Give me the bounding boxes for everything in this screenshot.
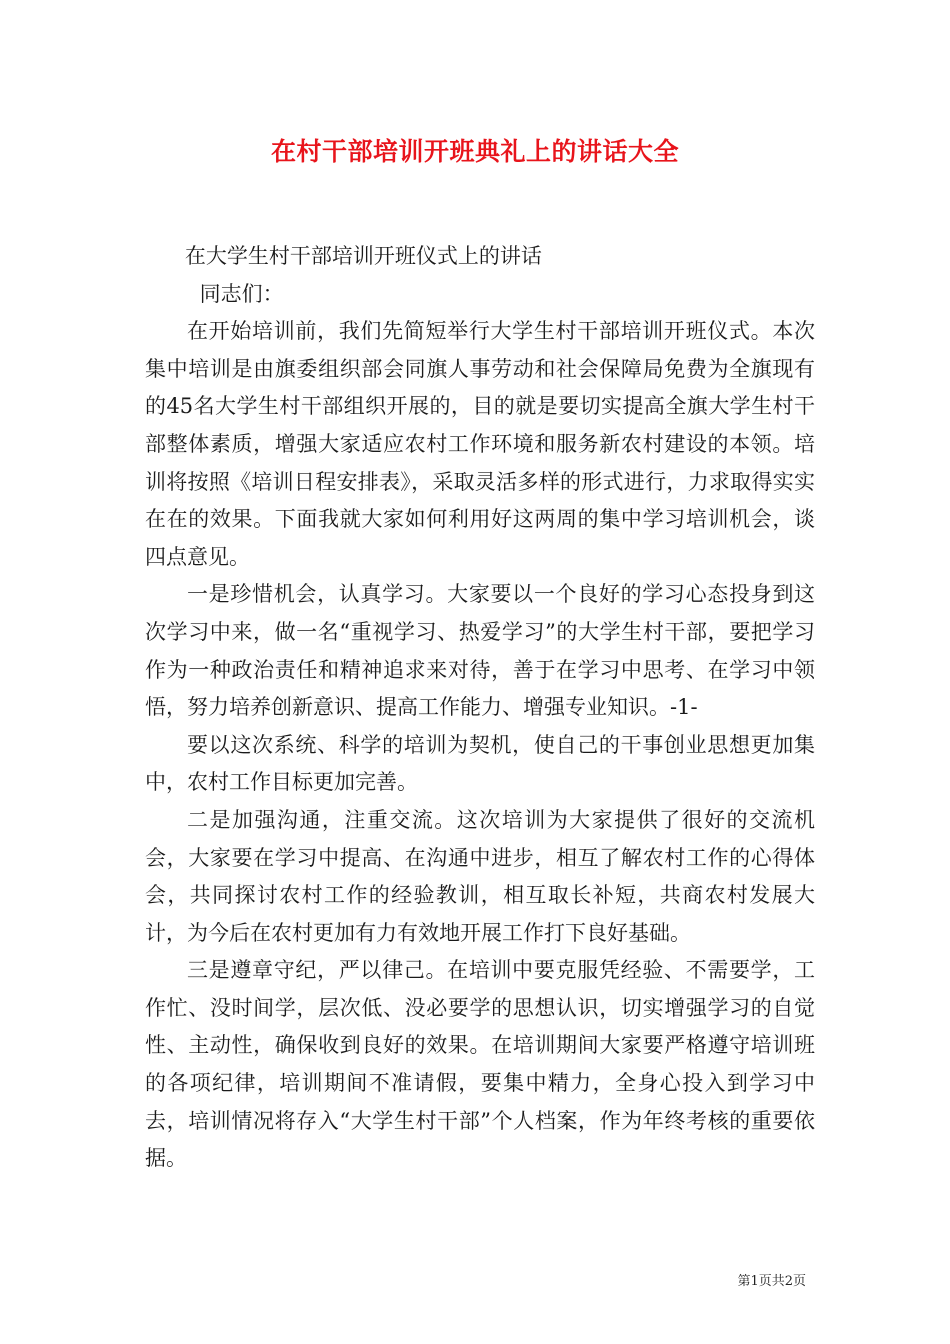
paragraph-point-one: 一是珍惜机会，认真学习。大家要以一个良好的学习心态投身到这次学习中来，做一名“重视学习、热爱学习”的大学生村干部，要把学习作为一种政治责任和精神追求来对待，善于在学习中思考、在学习中领悟，努力培养创新意识、提高工作能力、增强专业知识。-1- — [145, 582, 815, 720]
paragraph-point-one-continued: 要以这次系统、科学的培训为契机，使自己的干事创业思想更加集中，农村工作目标更加完善。 — [145, 732, 815, 795]
paragraph-point-three: 三是遵章守纪，严以律己。在培训中要克服凭经验、不需要学，工作忙、没时间学，层次低、没必要学的思想认识，切实增强学习的自觉性、主动性，确保收到良好的效果。在培训期间大家要严格遵守培训班的各项纪律，培训期间不准请假，要集中精力，全身心投入到学习中去，培训情况将存入“大学生村干部”个人档案，作为年终考核的重要依据。 — [145, 958, 815, 1171]
document-body — [145, 238, 815, 1178]
paragraph-intro: 在开始培训前，我们先简短举行大学生村干部培训开班仪式。本次集中培训是由旗委组织部会同旗人事劳动和社会保障局免费为全旗现有的45名大学生村干部组织开展的，目的就是要切实提高全旗大学生村干部整体素质，增强大家适应农村工作环境和服务新农村建设的本领。培训将按照《培训日程安排表》，采取灵活多样的形式进行，力求取得实实在在的效果。下面我就大家如何利用好这两周的集中学习培训机会，谈四点意见。 — [145, 319, 815, 569]
salutation: 同志们： — [199, 281, 284, 306]
speech-subtitle: 在大学生村干部培训开班仪式上的讲话 — [184, 244, 542, 268]
paragraph-point-two: 二是加强沟通，注重交流。这次培训为大家提供了很好的交流机会，大家要在学习中提高、在沟通中进步，相互了解农村工作的心得体会，共同探讨农村工作的经验教训，相互取长补短，共商农村发展大计，为今后在农村更加有力有效地开展工作打下良好基础。 — [145, 807, 815, 945]
document-title: 在村干部培训开班典礼上的讲话大全 — [270, 137, 679, 166]
page-number: 第1页共2页 — [737, 1274, 806, 1289]
